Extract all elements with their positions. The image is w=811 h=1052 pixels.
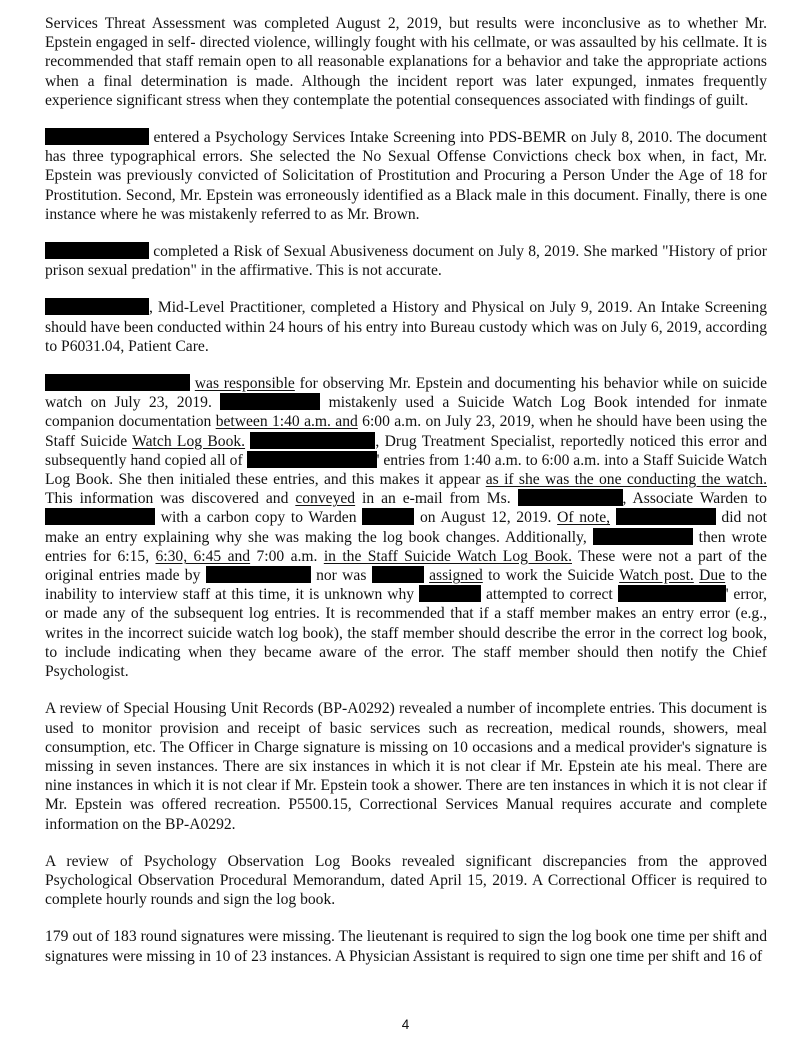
paragraph-text: did not make an entry explaining why she was making the log book changes. Additionally,	[45, 509, 767, 546]
underlined-text: Due	[699, 567, 726, 585]
underlined-text: conveyed	[295, 490, 356, 508]
redaction-box	[593, 528, 693, 545]
redaction-box	[45, 298, 149, 315]
underlined-text: in the Staff Suicide Watch Log Book.	[323, 547, 572, 565]
underlined-text: as if she was the one conducting the watch.	[485, 471, 767, 489]
paragraph-observation-log: A review of Psychology Observation Log Books revealed significant discrepancies from the approved Psychological Observation Procedural Memorandum, dated April 15, 2019. A Correctional Officer is required to complete hourly rounds and sign the log book.	[45, 852, 767, 909]
paragraph-text: , Mid-Level Practitioner, completed a History and Physical on July 9, 2019. An Intake Screening should have been conducted within 24 hours of his entry into Bureau custody which was on July 6, 2019, according to P6031.04, Patient Care.	[45, 299, 767, 355]
underlined-text: assigned	[429, 567, 483, 585]
underlined-text: Watch Log Book.	[132, 432, 246, 450]
paragraph-text: entered a Psychology Services Intake Screening into PDS-BEMR on July 8, 2010. The document has three typographical errors. She selected the No Sexual Offense Convictions check box when, in fact, Mr. Epstein was previously convicted of Solicitation of Prostitution and Procuring a Person Under the Age of 18 for Prostitution. Second, Mr. Epstein was erroneously identified as a Black male in this document. Finally, there is one instance where he was mistakenly referred to as Mr. Brown.	[45, 129, 767, 223]
paragraph-text: nor was	[316, 567, 367, 585]
redaction-box	[419, 585, 481, 602]
redaction-box	[616, 508, 716, 525]
redaction-box	[250, 432, 375, 449]
document-body	[45, 14, 767, 984]
paragraph-intake-screening	[45, 128, 767, 224]
paragraph-signatures: 179 out of 183 round signatures were missing. The lieutenant is required to sign the log book one time per shift and signatures were missing in 10 of 23 instances. A Physician Assistant is required to sign one time per shift and 16 of	[45, 928, 767, 965]
redaction-box	[518, 489, 623, 506]
underlined-text: was responsible	[194, 375, 295, 393]
paragraph-text: then wrote entries for 6:15,	[45, 528, 767, 565]
paragraph-text: , Drug Treatment Specialist, reportedly noticed this error and subsequently hand copied all of	[45, 432, 767, 469]
underlined-text: 6:30, 6:45 and	[155, 547, 251, 565]
paragraph-text: , Associate Warden to	[622, 490, 767, 508]
redaction-box	[45, 128, 149, 145]
paragraph-text: with a carbon copy to Warden	[160, 509, 357, 527]
redaction-box	[247, 451, 377, 468]
redaction-box	[206, 566, 311, 583]
redaction-box	[45, 508, 155, 525]
underlined-text: Of note,	[557, 509, 611, 527]
redaction-box	[220, 393, 320, 410]
paragraph-text: ' entries from 1:40 a.m. to 6:00 a.m. into a Staff Suicide Watch Log Book. She then initialed these entries, and this makes it appear	[45, 451, 767, 489]
paragraph-sexual-abusiveness	[45, 242, 767, 280]
paragraph-text: for observing Mr. Epstein and documenting his behavior while on suicide watch on July 23, 2019.	[45, 375, 767, 412]
paragraph-text: ' error, or made any of the subsequent log entries. It is recommended that if a staff member makes an entry error (e.g., writes in the incorrect suicide watch log book), the staff member should describe the error in the correct log book, to include indicating when they became aware of the error. The staff member should then notify the Chief Psychologist.	[45, 586, 767, 681]
paragraph-text: attempted to correct	[485, 586, 613, 604]
paragraph-shu-records: A review of Special Housing Unit Records (BP-A0292) revealed a number of incomplete entries. This document is used to monitor provision and receipt of basic services such as recreation, medical rounds, showers, meal consumption, etc. The Officer in Charge signature is missing on 10 occasions and a medical provider's signature is missing in seven instances. There are six instances in which it is not clear if Mr. Epstein ate his meal. There are nine instances in which it is not clear if Mr. Epstein took a shower. There are ten instances in which it is not clear if Mr. Epstein was offered recreation. P5500.15, Correctional Services Manual requires accurate and complete information on the BP-A0292.	[45, 700, 767, 833]
paragraph-text: in an e-mail from Ms.	[362, 490, 511, 508]
redaction-box	[618, 585, 726, 602]
paragraph-text: This information was discovered and	[45, 490, 289, 508]
paragraph-history-physical	[45, 298, 767, 356]
paragraph-text: mistakenly used a Suicide Watch Log Book intended for inmate companion documentation	[45, 394, 767, 431]
paragraph-text: on August 12, 2019.	[419, 509, 552, 527]
redaction-box	[45, 242, 149, 259]
paragraph-text: 6:00 a.m. on July 23, 2019, when he should have been using the Staff Suicide	[45, 413, 767, 450]
paragraph-threat-assessment: Services Threat Assessment was completed August 2, 2019, but results were inconclusive as to whether Mr. Epstein engaged in self- directed violence, willingly fought with his cellmate, or was assaulted by his cellmate. It is recommended that staff remain open to all reasonable explanations for a behavior and take the appropriate actions when a final determination is made. Although the incident report was later expunged, inmates frequently experience significant stress when they contemplate the potential consequences associated with findings of guilt.	[45, 15, 767, 109]
paragraph-text: 7:00 a.m.	[256, 547, 318, 565]
paragraph-text: to work the Suicide	[488, 567, 615, 585]
page-number: 4	[401, 1017, 410, 1032]
underlined-text: between 1:40 a.m. and	[215, 413, 358, 431]
paragraph-text: completed a Risk of Sexual Abusiveness document on July 8, 2019. She marked "History of prior prison sexual predation" in the affirmative. This is not accurate.	[45, 243, 767, 280]
redaction-box	[45, 374, 190, 391]
underlined-text: Watch post.	[619, 567, 694, 585]
redaction-box	[372, 566, 424, 583]
paragraph-text: to the inability to interview staff at this time, it is unknown why	[45, 567, 767, 604]
paragraph-suicide-watch	[45, 374, 767, 681]
redaction-box	[362, 508, 414, 525]
paragraph-text: These were not a part of the original entries made by	[45, 547, 767, 585]
